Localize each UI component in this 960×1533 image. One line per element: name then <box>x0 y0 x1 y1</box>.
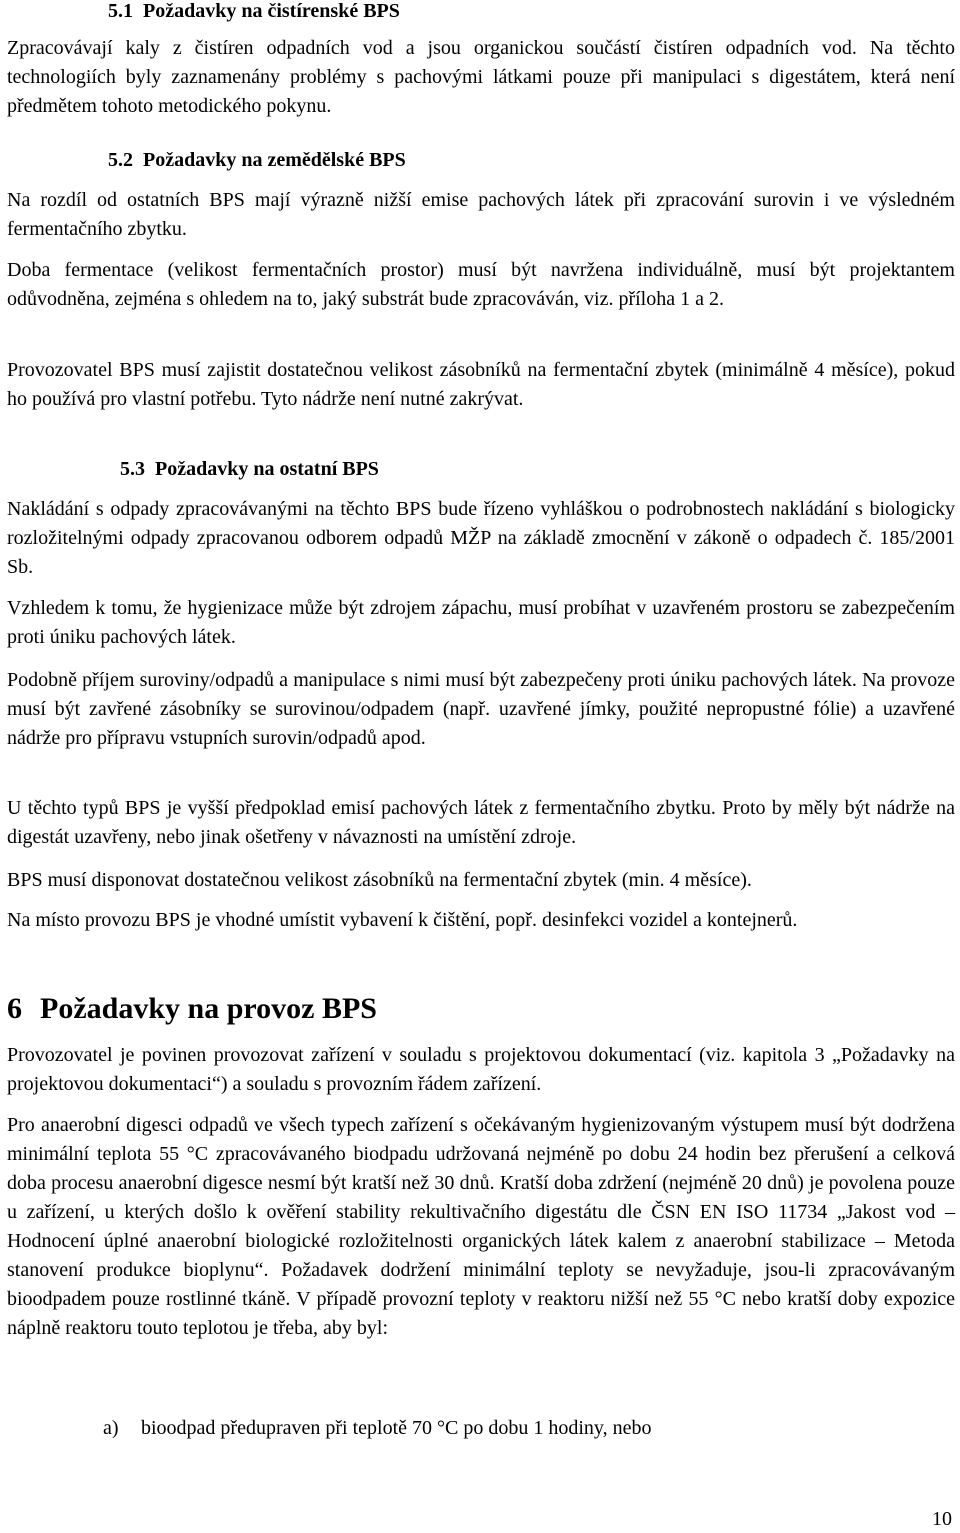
section-title: Požadavky na čistírenské BPS <box>143 0 400 22</box>
list-marker: a) <box>103 1417 119 1439</box>
chapter-heading-6 <box>7 992 377 1026</box>
section-heading-5-1 <box>108 0 400 22</box>
paragraph: Na místo provozu BPS je vhodné umístit vybavení k čištění, popř. desinfekci vozidel a kontejnerů. <box>7 909 798 931</box>
section-title: Požadavky na zemědělské BPS <box>143 149 406 171</box>
paragraph: Nakládání s odpady zpracovávanými na těchto BPS bude řízeno vyhláškou o podrobnostech nakládání s biologicky rozložitelnými odpady zpracovanou odborem odpadů MŽP na základě zmocnění v zákoně o odpadech č. 185/2001 Sb. <box>7 498 955 578</box>
section-number: 5.1 <box>108 0 133 22</box>
section-number: 5.2 <box>108 149 133 171</box>
paragraph: Doba fermentace (velikost fermentačních prostor) musí být navržena individuálně, musí být projektantem odůvodněna, zejména s ohledem na to, jaký substrát bude zpracováván, viz. příloha 1 a 2. <box>7 259 955 310</box>
paragraph: Pro anaerobní digesci odpadů ve všech typech zařízení s očekávaným hygienizovaným výstupem musí být dodržena minimální teplota 55 °C zpracovávaného biodpadu udržovaná nejméně po dobu 24 hodin bez přerušení a celková doba procesu anaerobní digesce nesmí být kratší než 30 dnů. Kratší doba zdržení (nejméně 20 dnů) je povolena pouze u zařízení, u kterých došlo k ověření stability rekultivačního digestátu dle ČSN EN ISO 11734 „Jakost vod – Hodnocení úplné anaerobní biologické rozložitelnosti organických látek kalem z anaerobní stabilizace – Metoda stanovení produkce bioplynu“. Požadavek dodržení minimální teploty se nevyžaduje, jsou-li zpracovávaným bioodpadem pouze rostlinné tkáně. V případě provozní teploty v reaktoru nižší než 55 °C nebo kratší doby expozice náplně reaktoru touto teplotou je třeba, aby byl: <box>7 1114 955 1339</box>
paragraph: Podobně příjem suroviny/odpadů a manipulace s nimi musí být zabezpečeny proti úniku pachových látek. Na provoze musí být zavřené zásobníky se surovinou/odpadem (např. uzavřené jímky, použité nepropustné fólie) a uzavřené nádrže pro přípravu vstupních surovin/odpadů apod. <box>7 669 955 749</box>
section-title: Požadavky na ostatní BPS <box>155 458 379 480</box>
chapter-number: 6 <box>7 992 22 1025</box>
paragraph: Na rozdíl od ostatních BPS mají výrazně nižší emise pachových látek při zpracování surovin i ve výsledném fermentačního zbytku. <box>7 189 955 240</box>
paragraph: U těchto typů BPS je vyšší předpoklad emisí pachových látek z fermentačního zbytku. Proto by měly být nádrže na digestát uzavřeny, nebo jinak ošetřeny v návaznosti na umístění zdroje. <box>7 797 955 848</box>
paragraph: Provozovatel je povinen provozovat zařízení v souladu s projektovou dokumentací (viz. kapitola 3 „Požadavky na projektovou dokumentaci“) a souladu s provozním řádem zařízení. <box>7 1044 955 1095</box>
paragraph: Provozovatel BPS musí zajistit dostatečnou velikost zásobníků na fermentační zbytek (minimálně 4 měsíce), pokud ho používá pro vlastní potřebu. Tyto nádrže není nutné zakrývat. <box>7 359 955 410</box>
paragraph: Zpracovávají kaly z čistíren odpadních vod a jsou organickou součástí čistíren odpadních vod. Na těchto technologiích byly zaznamenány problémy s pachovými látkami pouze při manipulaci s digestátem, která není předmětem tohoto metodického pokynu. <box>7 37 955 117</box>
chapter-title: Požadavky na provoz BPS <box>40 992 377 1025</box>
page-number: 10 <box>932 1508 952 1530</box>
section-heading-5-3 <box>120 458 379 480</box>
section-number: 5.3 <box>120 458 145 480</box>
list-item-text: bioodpad předupraven při teplotě 70 °C po dobu 1 hodiny, nebo <box>141 1417 652 1439</box>
paragraph: Vzhledem k tomu, že hygienizace může být zdrojem zápachu, musí probíhat v uzavřeném prostoru se zabezpečením proti úniku pachových látek. <box>7 597 955 648</box>
list-item <box>103 1414 652 1443</box>
section-heading-5-2 <box>108 149 406 171</box>
paragraph: BPS musí disponovat dostatečnou velikost zásobníků na fermentační zbytek (min. 4 měsíce). <box>7 869 752 891</box>
